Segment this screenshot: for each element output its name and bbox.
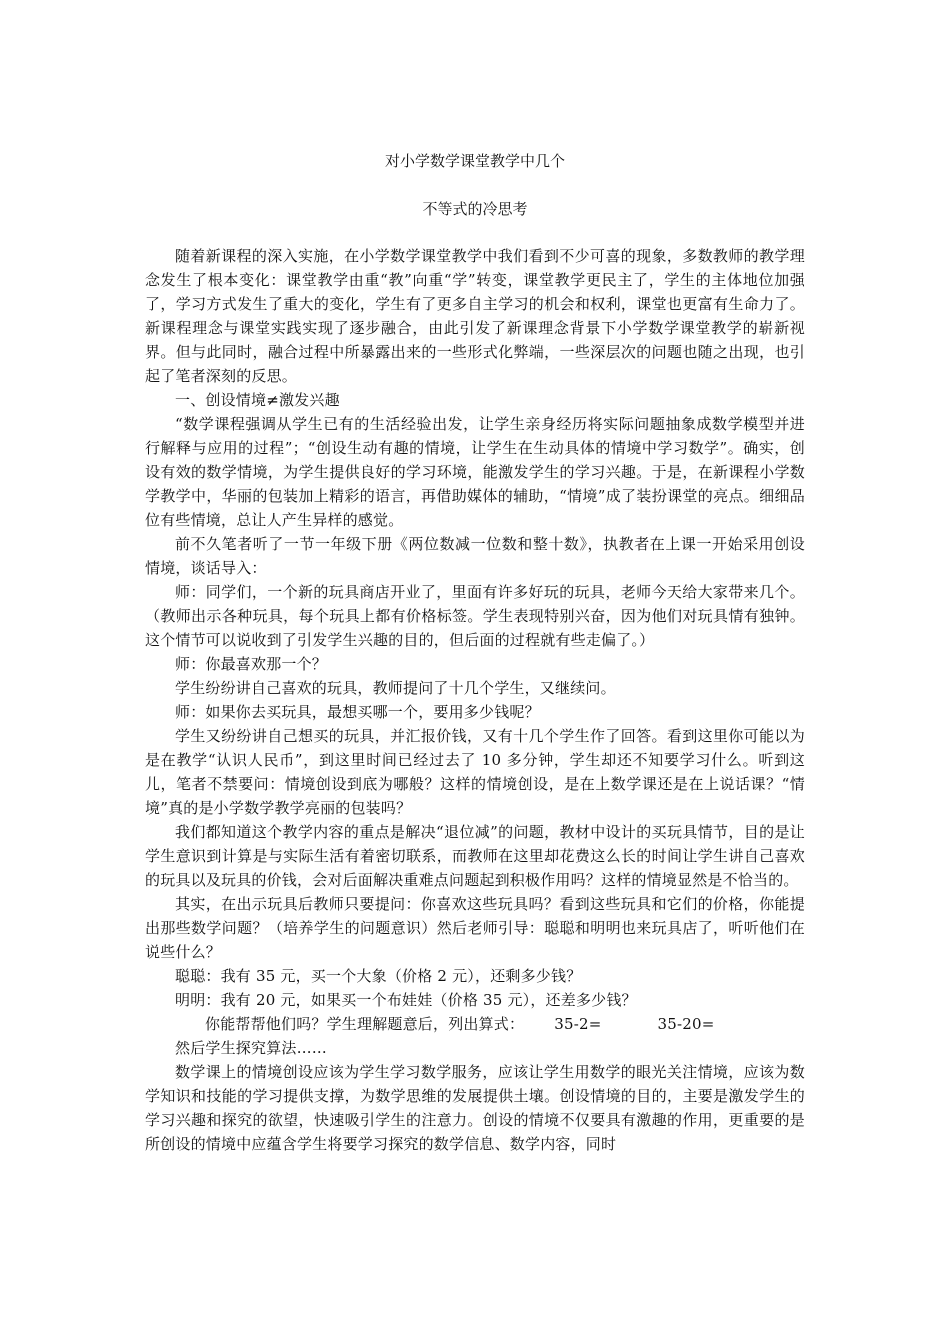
formula-expr-2: 35-20= [657,1015,715,1033]
paragraph-mingming: 明明：我有 20 元，如果买一个布娃娃（价格 35 元），还差多少钱？ [175,991,637,1009]
paragraph-teacher-2: 师：你最喜欢那一个？ [175,655,328,673]
paragraph-lesson: 前不久笔者听了一节一年级下册《两位数减一位数和整十数》，执教者在上课一开始采用创设情境，谈话导入： [145,535,805,577]
document-title-line1: 对小学数学课堂教学中几个 [384,152,565,170]
paragraph-explore: 然后学生探究算法…… [175,1039,328,1057]
paragraph-congcong: 聪聪：我有 35 元，买一个大象（价格 2 元），还剩多少钱？ [175,967,582,985]
document-title-line2: 不等式的冷思考 [422,200,528,218]
paragraph-intro: 随着新课程的深入实施，在小学数学课堂教学中我们看到不少可喜的现象，多数教师的教学理念发生了根本变化：课堂教学由重“教”向重“学”转变，课堂教学更民主了，学生的主体地位加强了，学习方式发生了重大的变化，学生有了更多自主学习的机会和权利，课堂也更富有生命力了。新课程理念与课堂实践实现了逐步融合，由此引发了新课理念背景下小学数学课堂教学的崭新视界。但与此同时，融合过程中所暴露出来的一些形式化弊端，一些深层次的问题也随之出现，也引起了笔者深刻的反思。 [145,247,805,385]
paragraph-suggestion: 其实，在出示玩具后教师只要提问：你喜欢这些玩具吗？看到这些玩具和它们的价格，你能提出那些数学问题？（培养学生的问题意识）然后老师引导：聪聪和明明也来玩具店了，听听他们在说些什么？ [145,895,805,961]
paragraph-analysis: 我们都知道这个教学内容的重点是解决“退位减”的问题，教材中设计的买玩具情节，目的是让学生意识到计算是与实际生活有着密切联系，而教师在这里却花费这么长的时间让学生讲自己喜欢的玩具以及玩具的价钱，会对后面解决重难点问题起到积极作用吗？这样的情境显然是不恰当的。 [145,823,805,889]
paragraph-teacher-3: 师：如果你去买玩具，最想买哪一个，要用多少钱呢？ [175,703,540,721]
document-body [145,244,805,1156]
paragraph-teacher-1: 师：同学们，一个新的玩具商店开业了，里面有许多好玩的玩具，老师今天给大家带来几个。（教师出示各种玩具，每个玩具上都有价格标签。学生表现特别兴奋，因为他们对玩具情有独钟。这个情节可以说收到了引发学生兴趣的目的，但后面的过程就有些走偏了。） [145,583,805,649]
formula-lead: 你能帮帮他们吗？学生理解题意后，列出算式： [205,1015,525,1033]
paragraph-students-2: 学生又纷纷讲自己想买的玩具，并汇报价钱，又有十几个学生作了回答。看到这里你可能以为是在教学“认识人民币”，到这里时间已经过去了 10 多分钟，学生却还不知要学习什么。听到这儿，笔者不禁要问：情境创设到底为哪般？这样的情境创设，是在上数学课还是在上说话课？“情境”真的是小学数学教学亮丽的包装吗？ [145,727,805,817]
paragraph-formula [145,1012,805,1036]
paragraph-conclusion: 数学课上的情境创设应该为学生学习数学服务，应该让学生用数学的眼光关注情境，应该为数学知识和技能的学习提供支撑，为数学思维的发展提供土壤。创设情境的目的，主要是激发学生的学习兴趣和探究的欲望，快速吸引学生的注意力。创设的情境不仅要具有激趣的作用，更重要的是所创设的情境中应蕴含学生将要学习探究的数学信息、数学内容，同时 [145,1063,805,1153]
paragraph-students-1: 学生纷纷讲自己喜欢的玩具，教师提问了十几个学生，又继续问。 [175,679,616,697]
section-heading-1: 一、创设情境≠激发兴趣 [175,391,340,409]
document-page [145,148,805,1156]
formula-expr-1: 35-2= [554,1015,602,1033]
paragraph-quote: “数学课程强调从学生已有的生活经验出发，让学生亲身经历将实际问题抽象成数学模型并进行解释与应用的过程”；“创设生动有趣的情境，让学生在生动具体的情境中学习数学”。确实，创设有效的数学情境，为学生提供良好的学习环境，能激发学生的学习兴趣。于是，在新课程小学数学教学中，华丽的包装加上精彩的语言，再借助媒体的辅助，“情境”成了装扮课堂的亮点。细细品位有些情境，总让人产生异样的感觉。 [145,415,805,529]
